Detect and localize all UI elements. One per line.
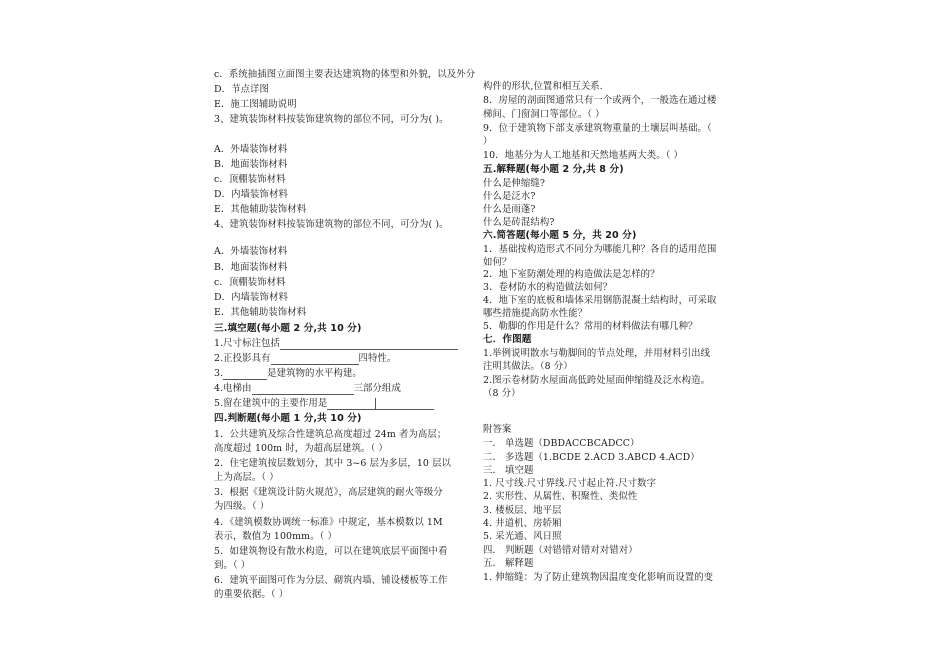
text-line: 1．基础按构造形式不同分为哪能几种？各自的适用范围 [483, 244, 717, 255]
option: A．外墙装饰材料 [214, 246, 288, 257]
option: E．其他辅助装饰材料 [214, 204, 307, 215]
text-line: 为四级。（ ） [214, 501, 270, 512]
text-line: 表示，数值为 100mm。（ ） [214, 531, 337, 542]
text-line: 1．公共建筑及综合性建筑总高度超过 24m 者为高层； [214, 429, 447, 440]
blank-underline [375, 398, 434, 410]
section-title-explain: 五.解释题(每小题 2 分,共 8 分) [483, 164, 624, 175]
blank-underline [327, 398, 375, 410]
text-line: 4．地下室的底板和墙体采用钢筋混凝土结构时，可采取 [483, 295, 717, 306]
answer-line: 5. 采光通、风日照 [483, 531, 562, 542]
text-line: 什么是雨蓬? [483, 204, 536, 215]
text-line: 10．地基分为人工地基和天然地基两大类。（ ） [483, 150, 684, 161]
answer-line: 2. 实形性、从属性、积聚性、类似性 [483, 491, 638, 502]
text-line: 注明其做法。（8 分） [483, 361, 573, 372]
answer-line: 三． 填空题 [483, 465, 534, 476]
text-line: 如何？ [483, 257, 512, 268]
fill-blank-1 [214, 337, 458, 350]
question-heading: 4、建筑装饰材料按装饰建筑物的部位不同，可分为( )。 [214, 219, 449, 230]
section-title-short-answer: 六.简答题(每小题 5 分，共 20 分) [483, 230, 637, 241]
text-line: 3．根据《建筑设计防火规范》，高层建筑的耐火等级分 [214, 487, 443, 498]
option: B．地面装饰材料 [214, 159, 288, 170]
text-line: 2．地下室防潮处理的构造做法是怎样的？ [483, 269, 660, 280]
option: E．其他辅助装饰材料 [214, 307, 307, 318]
text-line: ） [483, 136, 493, 147]
text-line: 1.举例说明散水与勒脚间的节点处理，并用材料引出线 [483, 348, 711, 359]
text-line: 9．位于建筑物下部支承建筑物重量的土壤层叫基础。（ [483, 123, 712, 134]
option: c．顶棚装饰材料 [214, 277, 286, 288]
answer-line: 3. 楼板层、地平层 [483, 505, 562, 516]
text-line: 上为高层。（ ） [214, 472, 279, 483]
text-line: 3．卷材防水的构造做法如何？ [483, 282, 613, 293]
blank-underline [271, 353, 359, 365]
answer-line: 四． 判断题（对错错对错对对错对） [483, 545, 638, 556]
blank-underline [280, 338, 458, 350]
text-line: 5．如建筑物设有散水构造，可以在建筑底层平面图中看 [214, 546, 448, 557]
fill-blank-2-text: 2.正投影具有 [214, 353, 271, 364]
blank-underline [223, 368, 267, 380]
text-line: 高度超过 100m 时，为超高层建筑。（ ） [214, 443, 388, 454]
text-line: 什么是伸缩缝? [483, 178, 545, 189]
fill-blank-4-text: 4.电梯由 [214, 383, 252, 394]
option: B．地面装饰材料 [214, 262, 288, 273]
answer-line: 一． 单选题（DBDACCBCADCC） [483, 438, 640, 449]
fill-blank-3-suffix: 是建筑物的水平构建。 [267, 368, 362, 379]
text-line: 2.图示卷材防水屋面高低跨处屋面伸缩缝及泛水构造。 [483, 375, 711, 386]
answer-line: 二． 多选题（1.BCDE 2.ACD 3.ABCD 4.ACD） [483, 452, 700, 463]
text-line: E．施工图辅助说明 [214, 99, 297, 110]
text-line: 4．《建筑模数协调统一标准》中规定，基本模数以 1M [214, 517, 443, 528]
text-line: 5．勒脚的作用是什么？常用的材料做法有哪几种？ [483, 321, 698, 332]
section-title-drawing: 七．作图题 [483, 334, 532, 345]
fill-blank-2 [214, 352, 396, 365]
text-line: 2．住宅建筑按层数划分，其中 3~6 层为多层，10 层以 [214, 458, 452, 469]
text-line: 6．建筑平面图可作为分层、砌筑内墙、铺设楼板等工作 [214, 575, 448, 586]
answer-line: 1. 伸缩缝：为了防止建筑物因温度变化影响而设置的变 [483, 572, 714, 583]
text-line: 什么是泛水? [483, 191, 536, 202]
option: c．顶棚装饰材料 [214, 174, 286, 185]
text-line: D．节点详图 [214, 84, 269, 95]
question-heading: 3、建筑装饰材料按装饰建筑物的部位不同，可分为( )。 [214, 114, 449, 125]
fill-blank-4 [214, 382, 401, 395]
text-line: 8．房屋的剖面图通常只有一个或两个，一般选在通过楼 [483, 95, 717, 106]
fill-blank-5-text: 5.窗在建筑中的主要作用是 [214, 398, 328, 409]
option: A．外墙装饰材料 [214, 144, 288, 155]
section-title-true-false: 四.判断题(每小题 1 分,共 10 分) [214, 413, 362, 424]
fill-blank-1-text: 1.尺寸标注包括 [214, 338, 280, 349]
text-line: 哪些措施提高防水性能？ [483, 308, 588, 319]
fill-blank-3 [214, 367, 362, 380]
text-line: 构件的形状,位置和相互关系. [483, 81, 603, 92]
text-line: 什么是砖混结构? [483, 217, 555, 228]
text-line: 的重要依据。（ ） [214, 589, 289, 600]
answer-line: 五． 解释题 [483, 558, 534, 569]
text-line: c．系统抽插图立面图主要表达建筑物的体型和外貌，以及外分 [214, 69, 476, 80]
fill-blank-2-suffix: 四特性。 [358, 353, 397, 364]
blank-underline [252, 383, 354, 395]
fill-blank-5 [214, 397, 434, 410]
answer-line: 1. 尺寸线.尺寸界线.尺寸起止符.尺寸数字 [483, 478, 657, 489]
fill-blank-3-text: 3. [214, 368, 224, 379]
text-line: 梯间、门窗洞口等部位。（ ） [483, 109, 605, 120]
fill-blank-4-suffix: 三部分组成 [353, 383, 401, 394]
option: D．内墙装饰材料 [214, 292, 288, 303]
option: D．内墙装饰材料 [214, 189, 288, 200]
text-line: 到。（ ） [214, 560, 251, 571]
answers-heading: 附答案 [483, 424, 512, 435]
text-line: （8 分） [483, 388, 521, 399]
answer-line: 4. 井道机、房轿厢 [483, 518, 562, 529]
section-title-fill-blank: 三.填空题(每小题 2 分,共 10 分) [214, 323, 362, 334]
